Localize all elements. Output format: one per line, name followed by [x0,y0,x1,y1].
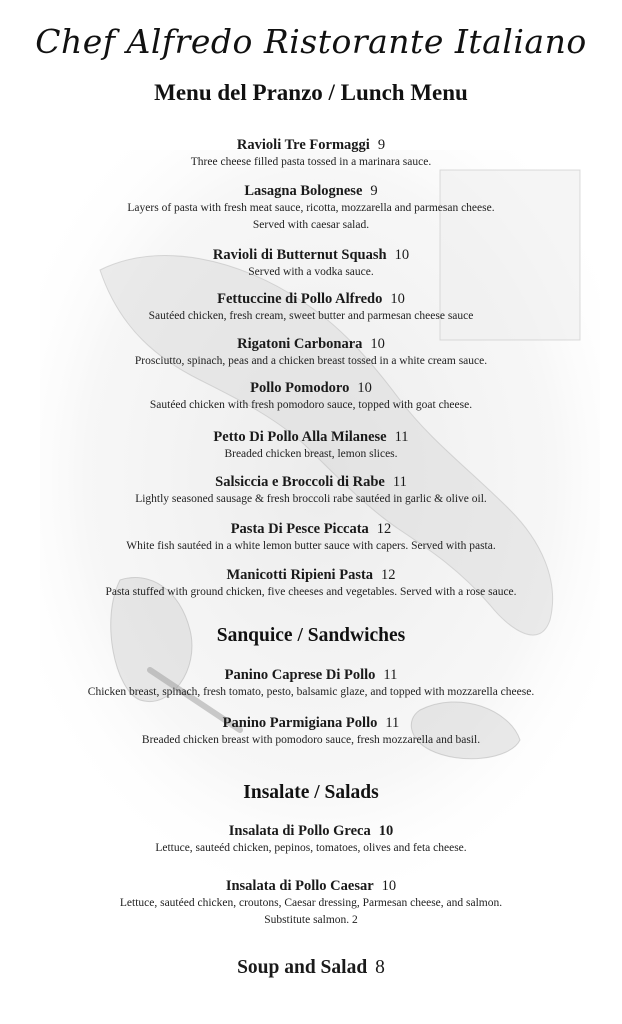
item-description: Sautéed chicken with fresh pomodoro sauce, topped with goat cheese. [149,399,473,411]
item-name: Fettuccine di Pollo Alfredo [217,291,383,307]
item-description: Chicken breast, spinach, fresh tomato, pesto, balsamic glaze, and topped with mozzarella cheese. [87,686,535,698]
menu-item [0,246,622,281]
item-description: Lightly seasoned sausage & fresh broccoli rabe sautéed in garlic & olive oil. [135,493,487,505]
item-price: 10 [357,380,372,396]
soup-and-salad [0,957,622,979]
menu-item [0,666,622,701]
menu-item [0,520,622,555]
item-description: Served with a vodka sauce. [248,266,374,278]
item-price: 12 [376,521,392,537]
item-description: Pasta stuffed with ground chicken, five cheeses and vegetables. Served with a rose sauce. [105,586,517,598]
section-title-salads: Insalate / Salads [243,782,379,803]
menu-item [0,290,622,325]
section-title-sandwiches: Sanquice / Sandwiches [216,625,406,646]
item-name: Rigatoni Carbonara [237,336,363,352]
menu-title: Menu del Pranzo / Lunch Menu [154,80,468,105]
item-description: White fish sautéed in a white lemon butter sauce with capers. Served with pasta. [126,540,496,552]
item-name: Panino Parmigiana Pollo [222,715,378,731]
item-name: Pasta Di Pesce Piccata [230,521,369,537]
item-price: 10 [378,823,394,839]
item-name: Insalata di Pollo Greca [228,823,371,839]
item-name: Pollo Pomodoro [250,380,350,396]
item-description: Lettuce, sautéed chicken, croutons, Caesar dressing, Parmesan cheese, and salmon. [119,897,503,909]
item-name: Lasagna Bolognese [244,183,363,199]
item-description: Sautéed chicken, fresh cream, sweet butter and parmesan cheese sauce [148,310,474,322]
item-name: Soup and Salad [237,957,368,978]
menu-item [0,182,622,234]
menu-item [0,822,622,857]
item-name: Ravioli di Butternut Squash [212,247,387,263]
item-price: 11 [383,667,398,683]
menu-item [0,335,622,370]
item-price: 10 [381,878,397,894]
menu-item [0,714,622,749]
restaurant-name: Chef Alfredo Ristorante Italiano [35,22,587,61]
item-price: 12 [381,567,396,583]
menu-item [0,136,622,171]
item-description: Prosciutto, spinach, peas and a chicken breast tossed in a white cream sauce. [134,355,488,367]
item-description: Breaded chicken breast, lemon slices. [224,448,398,460]
item-price: 8 [375,957,385,978]
menu-item [0,566,622,601]
item-price: 9 [370,183,378,199]
menu-item [0,877,622,929]
item-price: 11 [394,429,409,445]
item-price: 10 [370,336,385,352]
item-name: Panino Caprese Di Pollo [224,667,376,683]
item-description: Breaded chicken breast with pomodoro sauce, fresh mozzarella and basil. [141,734,481,746]
item-description: Substitute salmon. 2 [264,914,358,926]
item-name: Insalata di Pollo Caesar [225,878,374,894]
item-description: Served with caesar salad. [252,219,370,231]
item-description: Lettuce, sauteéd chicken, pepinos, tomatoes, olives and feta cheese. [155,842,467,854]
item-name: Petto Di Pollo Alla Milanese [213,429,387,445]
item-price: 9 [377,137,386,153]
item-price: 11 [385,715,400,731]
menu-item [0,379,622,414]
item-description: Layers of pasta with fresh meat sauce, ricotta, mozzarella and parmesan cheese. [127,202,495,214]
item-price: 11 [392,474,407,490]
item-name: Ravioli Tre Formaggi [236,137,370,153]
item-description: Three cheese filled pasta tossed in a marinara sauce. [190,156,432,168]
item-price: 10 [394,247,410,263]
menu-item [0,428,622,463]
item-name: Salsiccia e Broccoli di Rabe [215,474,385,490]
item-name: Manicotti Ripieni Pasta [226,567,374,583]
item-price: 10 [390,291,405,307]
menu-item [0,473,622,508]
